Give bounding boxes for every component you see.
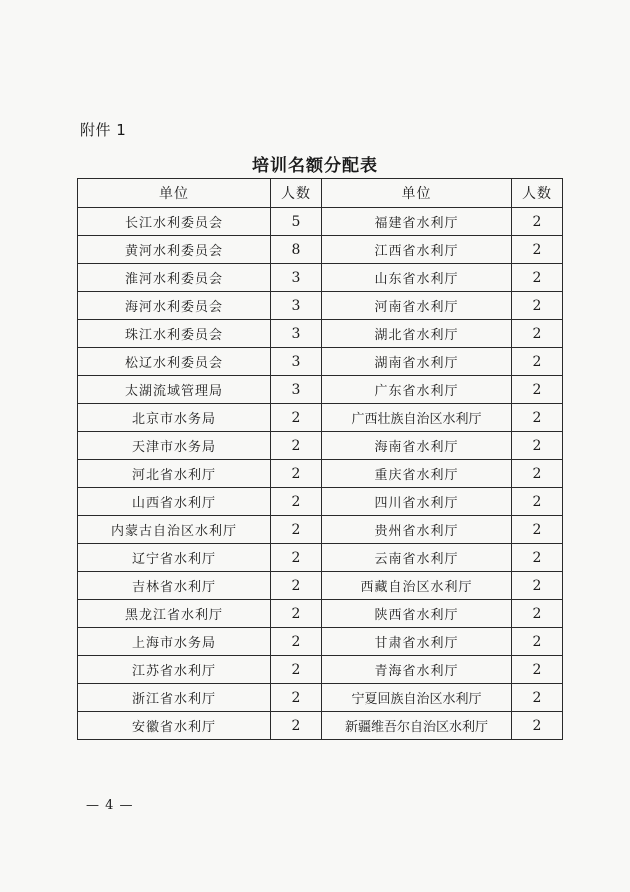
table-row [78,264,563,292]
unit-left-cell: 北京市水务局 [78,404,271,432]
table-row [78,236,563,264]
count-right-cell: 2 [512,460,563,488]
count-left-cell: 2 [271,460,322,488]
count-right-cell: 2 [512,404,563,432]
count-right-cell: 2 [512,516,563,544]
unit-right-cell: 甘肃省水利厅 [322,628,512,656]
table-header-row [78,179,563,208]
count-right-cell: 2 [512,236,563,264]
attachment-label: 附件 1 [80,121,127,139]
unit-right-cell: 新疆维吾尔自治区水利厅 [322,712,512,740]
count-right-cell: 2 [512,208,563,236]
unit-right-cell: 福建省水利厅 [322,208,512,236]
table-row [78,488,563,516]
unit-right-cell: 河南省水利厅 [322,292,512,320]
unit-right-cell: 海南省水利厅 [322,432,512,460]
unit-right-cell: 江西省水利厅 [322,236,512,264]
unit-left-cell: 太湖流域管理局 [78,376,271,404]
count-left-cell: 2 [271,572,322,600]
unit-right-cell: 湖南省水利厅 [322,348,512,376]
unit-right-cell: 宁夏回族自治区水利厅 [322,684,512,712]
count-left-cell: 2 [271,656,322,684]
unit-left-cell: 天津市水务局 [78,432,271,460]
header-count-right: 人数 [512,179,563,208]
unit-left-cell: 河北省水利厅 [78,460,271,488]
count-left-cell: 2 [271,712,322,740]
count-left-cell: 2 [271,544,322,572]
count-left-cell: 3 [271,292,322,320]
table-row [78,712,563,740]
count-left-cell: 2 [271,684,322,712]
table-row [78,516,563,544]
count-right-cell: 2 [512,432,563,460]
table-row [78,432,563,460]
unit-left-cell: 江苏省水利厅 [78,656,271,684]
unit-right-cell: 陕西省水利厅 [322,600,512,628]
count-left-cell: 2 [271,600,322,628]
unit-right-cell: 云南省水利厅 [322,544,512,572]
count-right-cell: 2 [512,600,563,628]
unit-left-cell: 长江水利委员会 [78,208,271,236]
count-left-cell: 5 [271,208,322,236]
page-number: — 4 — [86,798,134,813]
unit-right-cell: 湖北省水利厅 [322,320,512,348]
count-left-cell: 3 [271,320,322,348]
unit-right-cell: 贵州省水利厅 [322,516,512,544]
unit-right-cell: 青海省水利厅 [322,656,512,684]
count-right-cell: 2 [512,628,563,656]
count-left-cell: 2 [271,628,322,656]
unit-right-cell: 四川省水利厅 [322,488,512,516]
count-right-cell: 2 [512,656,563,684]
unit-right-cell: 重庆省水利厅 [322,460,512,488]
header-unit-right: 单位 [322,179,512,208]
count-left-cell: 2 [271,488,322,516]
table-row [78,404,563,432]
unit-left-cell: 内蒙古自治区水利厅 [78,516,271,544]
table-row [78,292,563,320]
count-right-cell: 2 [512,292,563,320]
table-row [78,600,563,628]
unit-left-cell: 辽宁省水利厅 [78,544,271,572]
table-title: 培训名额分配表 [252,156,378,176]
unit-left-cell: 安徽省水利厅 [78,712,271,740]
count-right-cell: 2 [512,376,563,404]
count-right-cell: 2 [512,544,563,572]
unit-right-cell: 广西壮族自治区水利厅 [322,404,512,432]
unit-left-cell: 吉林省水利厅 [78,572,271,600]
count-left-cell: 3 [271,348,322,376]
unit-left-cell: 上海市水务局 [78,628,271,656]
header-count-left: 人数 [271,179,322,208]
unit-left-cell: 海河水利委员会 [78,292,271,320]
count-right-cell: 2 [512,488,563,516]
table-row [78,208,563,236]
table-row [78,656,563,684]
count-right-cell: 2 [512,264,563,292]
allocation-table [77,178,563,740]
unit-right-cell: 广东省水利厅 [322,376,512,404]
table-row [78,572,563,600]
count-left-cell: 3 [271,264,322,292]
count-left-cell: 2 [271,516,322,544]
table-row [78,684,563,712]
count-right-cell: 2 [512,348,563,376]
count-right-cell: 2 [512,684,563,712]
table-row [78,460,563,488]
count-left-cell: 3 [271,376,322,404]
unit-right-cell: 山东省水利厅 [322,264,512,292]
unit-left-cell: 浙江省水利厅 [78,684,271,712]
count-right-cell: 2 [512,712,563,740]
unit-left-cell: 淮河水利委员会 [78,264,271,292]
table-row [78,544,563,572]
table-row [78,376,563,404]
unit-left-cell: 珠江水利委员会 [78,320,271,348]
unit-right-cell: 西藏自治区水利厅 [322,572,512,600]
count-left-cell: 2 [271,432,322,460]
count-left-cell: 8 [271,236,322,264]
count-right-cell: 2 [512,572,563,600]
header-unit-left: 单位 [78,179,271,208]
table-row [78,348,563,376]
unit-left-cell: 松辽水利委员会 [78,348,271,376]
count-left-cell: 2 [271,404,322,432]
table-row [78,320,563,348]
unit-left-cell: 山西省水利厅 [78,488,271,516]
unit-left-cell: 黄河水利委员会 [78,236,271,264]
unit-left-cell: 黑龙江省水利厅 [78,600,271,628]
table-row [78,628,563,656]
count-right-cell: 2 [512,320,563,348]
